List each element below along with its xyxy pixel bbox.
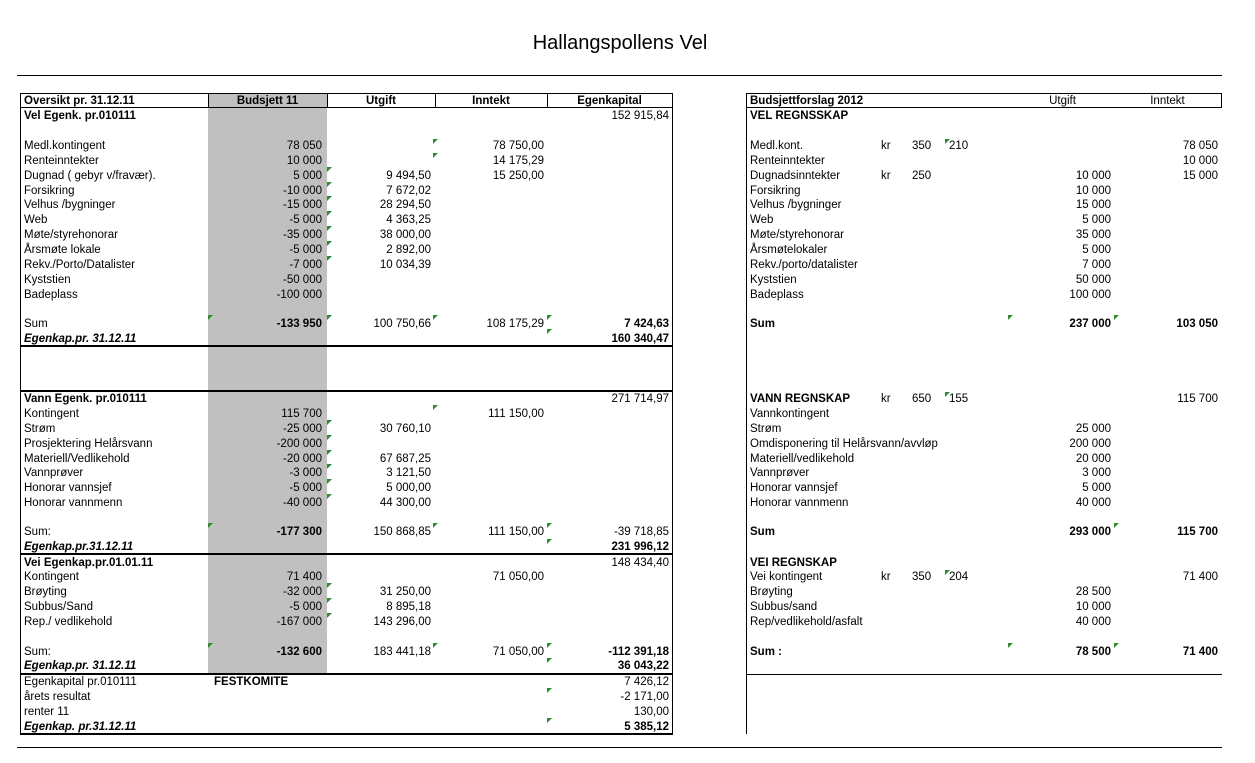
right-header-right — [1221, 93, 1222, 108]
comment-marker — [433, 523, 438, 528]
comment-marker — [433, 405, 438, 410]
fest-egenkap-eq: 5 385,12 — [624, 721, 669, 733]
vann-regnskap-kr: kr — [881, 393, 891, 405]
vei-row-budget: -32 000 — [282, 585, 322, 598]
vann-row-label: Materiell/Vedlikehold — [24, 452, 130, 465]
left-frame-lower — [20, 392, 21, 734]
vel-row-label: Møte/styrehonorar — [24, 229, 118, 242]
vei-egenkap-label: Egenkap.pr. 31.12.11 — [24, 660, 137, 672]
vann-egenkap-rule — [20, 553, 673, 555]
vann-row-inntekt: 111 150,00 — [488, 408, 544, 420]
vel-row-label: Dugnad ( gebyr v/fravær). — [24, 169, 156, 182]
vei-budget-sum-utgift: 78 500 — [1075, 646, 1111, 658]
comment-marker — [327, 420, 332, 425]
vel-budget-n2: 210 — [949, 140, 969, 152]
vann-row-budget: -20 000 — [282, 452, 322, 465]
vann-budget-utgift: 3 000 — [1082, 467, 1111, 480]
vel-row-inntekt: 14 175,29 — [492, 154, 544, 167]
header-utgift: Utgift — [365, 95, 396, 107]
vel-regnskap-heading: VEL REGNSSKAP — [750, 110, 849, 122]
comment-marker — [1114, 315, 1119, 320]
vel-budget-utgift: 35 000 — [1075, 229, 1111, 242]
vann-row-label: Kontingent — [24, 408, 79, 420]
comment-marker — [327, 598, 332, 603]
vann-egenkap-eq: 231 996,12 — [611, 541, 669, 553]
vel-row-budget: -5 000 — [289, 243, 322, 256]
vann-row-budget: -3 000 — [289, 467, 322, 480]
vei-budget-sum-label: Sum : — [750, 646, 782, 658]
vel-budget-utgift: 7 000 — [1082, 258, 1111, 271]
top-rule — [17, 75, 1222, 76]
vel-row-utgift: 4 363,25 — [386, 214, 431, 227]
vei-row-utgift: 31 250,00 — [379, 585, 431, 598]
vann-budget-label: Honorar vannsjef — [750, 482, 838, 495]
comment-marker — [327, 226, 332, 231]
fest-bottom-rule — [20, 733, 673, 735]
fest-heading-eq: 7 426,12 — [624, 676, 669, 688]
vann-budget-label: Materiell/vedlikehold — [750, 452, 855, 465]
vel-budget-sum-inntekt: 103 050 — [1176, 318, 1218, 330]
vel-budget-utgift: 10 000 — [1075, 184, 1111, 197]
vel-budget-label: Kyststien — [750, 273, 797, 286]
vei-budget-utgift: 28 500 — [1075, 585, 1111, 598]
vel-row-label: Rekv./Porto/Datalister — [24, 258, 135, 271]
comment-marker — [208, 643, 213, 648]
vei-budget-sum-inntekt: 71 400 — [1182, 646, 1218, 658]
vei-row-budget: 71 400 — [286, 571, 322, 583]
vann-row-utgift: 3 121,50 — [386, 467, 431, 480]
vel-row-budget: -7 000 — [289, 258, 322, 271]
vel-row-budget: -100 000 — [276, 288, 322, 301]
comment-marker — [1008, 643, 1013, 648]
vann-budget-label: Vannkontingent — [750, 408, 830, 420]
vann-regnskap-n1: 650 — [912, 393, 932, 405]
comment-marker — [327, 211, 332, 216]
fest-heading: Egenkapital pr.010111 — [24, 676, 137, 688]
comment-marker — [327, 435, 332, 440]
vei-sum-budget: -132 600 — [276, 646, 322, 658]
comment-marker — [433, 153, 438, 158]
comment-marker — [327, 583, 332, 588]
vel-budget-kr: kr — [881, 140, 891, 152]
vann-heading-eq: 271 714,97 — [611, 393, 669, 405]
vei-sum-inntekt: 71 050,00 — [492, 646, 544, 658]
vei-egenkap-eq: 36 043,22 — [617, 660, 669, 672]
comment-marker — [433, 139, 438, 144]
vei-row-budget: -167 000 — [276, 615, 322, 628]
vann-row-budget: -40 000 — [282, 497, 322, 510]
vann-sum-inntekt: 111 150,00 — [488, 526, 544, 538]
header-right-inntekt: Inntekt — [1150, 95, 1185, 107]
comment-marker — [433, 315, 438, 320]
vel-egenkap-rule — [20, 345, 673, 347]
page-title: Hallangspollens Vel — [532, 32, 708, 54]
comment-marker — [327, 196, 332, 201]
vel-row-label: Velhus /bygninger — [24, 199, 116, 212]
vel-row-budget: 10 000 — [286, 154, 322, 167]
vann-budget-label: Vannprøver — [750, 467, 810, 480]
eq-frame — [672, 107, 673, 734]
vann-sum-utgift: 150 868,85 — [373, 526, 431, 538]
vel-budget-label: Medl.kont. — [750, 140, 804, 152]
vei-sum-eq: -112 391,18 — [608, 646, 669, 658]
header-inntekt: Inntekt — [472, 95, 510, 107]
vel-budget-inntekt: 15 000 — [1182, 169, 1218, 182]
comment-marker — [327, 241, 332, 246]
vei-budget-label: Rep/vedlikehold/asfalt — [750, 615, 863, 628]
header-oversikt: Oversikt pr. 31.12.11 — [24, 95, 135, 107]
vei-budget-utgift: 40 000 — [1075, 615, 1111, 628]
right-frame — [746, 107, 747, 734]
vann-regnskap-inntekt: 115 700 — [1177, 393, 1218, 405]
vel-heading: Vel Egenk. pr.010111 — [24, 110, 136, 122]
fest-row-label: årets resultat — [24, 691, 91, 703]
vann-budget-utgift: 25 000 — [1075, 422, 1111, 435]
vel-budget-label: Renteinntekter — [750, 154, 825, 167]
vann-budget-utgift: 40 000 — [1075, 497, 1111, 510]
fest-egenkap-label: Egenkap. pr.31.12.11 — [24, 721, 137, 733]
vann-row-budget: 115 700 — [281, 408, 322, 420]
vei-row-label: Rep./ vedlikehold — [24, 615, 113, 628]
comment-marker — [208, 523, 213, 528]
vel-budget-label: Møte/styrehonorar — [750, 229, 844, 242]
vei-budget-kr: kr — [881, 571, 891, 583]
vel-sum-inntekt: 108 175,29 — [486, 318, 544, 330]
vel-row-utgift: 38 000,00 — [379, 229, 431, 242]
vel-row-utgift: 28 294,50 — [379, 199, 431, 212]
vel-budget-label: Web — [750, 214, 774, 227]
vann-regnskap-n2: 155 — [949, 393, 969, 405]
vann-budget-utgift: 5 000 — [1082, 482, 1111, 495]
vei-row-label: Subbus/Sand — [24, 600, 94, 613]
vann-row-utgift: 5 000,00 — [386, 482, 431, 495]
vel-row-utgift: 7 672,02 — [386, 184, 431, 197]
vel-egenkap-label: Egenkap.pr. 31.12.11 — [24, 333, 137, 345]
vel-row-label: Forsikring — [24, 184, 75, 197]
vann-row-budget: -5 000 — [289, 482, 322, 495]
vann-row-utgift: 44 300,00 — [379, 497, 431, 510]
vel-budget-kr: kr — [881, 169, 891, 182]
vel-budget-utgift: 15 000 — [1075, 199, 1111, 212]
vann-row-label: Prosjektering Helårsvann — [24, 437, 153, 450]
vei-row-inntekt: 71 050,00 — [492, 571, 544, 583]
vann-row-label: Honorar vannsjef — [24, 482, 112, 495]
vann-budget-label: Honorar vannmenn — [750, 497, 849, 510]
vann-budget-label: Strøm — [750, 422, 782, 435]
right-vei-rule — [746, 674, 1222, 675]
fest-row-eq: 130,00 — [633, 705, 669, 718]
vann-row-label: Vannprøver — [24, 467, 84, 480]
header-right-utgift: Utgift — [1049, 95, 1076, 107]
vann-row-utgift: 67 687,25 — [379, 452, 431, 465]
vel-row-label: Medl.kontingent — [24, 140, 106, 152]
comment-marker — [327, 450, 332, 455]
vann-row-label: Honorar vannmenn — [24, 497, 123, 510]
comment-marker — [945, 139, 950, 144]
comment-marker — [1008, 315, 1013, 320]
vel-row-budget: -5 000 — [289, 214, 322, 227]
vel-budget-label: Dugnadsinntekter — [750, 169, 841, 182]
vel-row-budget: 5 000 — [293, 169, 322, 182]
vel-row-budget: -15 000 — [282, 199, 322, 212]
vei-budget-n2: 204 — [949, 571, 969, 583]
vel-budget-n1: 350 — [912, 140, 932, 152]
comment-marker — [945, 392, 950, 397]
vel-row-label: Kyststien — [24, 273, 71, 286]
header-budsjettforslag: Budsjettforslag 2012 — [750, 95, 864, 107]
right-header-left — [746, 93, 747, 108]
comment-marker — [327, 494, 332, 499]
vel-row-label: Badeplass — [24, 288, 78, 301]
vel-budget-utgift: 5 000 — [1082, 214, 1111, 227]
vann-budget-label: Omdisponering til Helårsvann/avvløp — [750, 437, 938, 450]
vei-budget-label: Vei kontingent — [750, 571, 823, 583]
vel-row-budget: -50 000 — [282, 273, 322, 286]
vann-row-label: Strøm — [24, 422, 56, 435]
comment-marker — [1114, 523, 1119, 528]
fest-row-label: renter 11 — [24, 705, 70, 718]
left-frame — [20, 107, 21, 391]
comment-marker — [327, 182, 332, 187]
comment-marker — [547, 315, 552, 320]
vann-budget-utgift: 20 000 — [1075, 452, 1111, 465]
vann-budget-sum-inntekt: 115 700 — [1177, 526, 1218, 538]
vel-sum-label: Sum — [24, 318, 48, 330]
vann-regnskap-heading: VANN REGNSKAP — [750, 393, 851, 405]
vel-budget-utgift: 10 000 — [1075, 169, 1111, 182]
vel-budget-label: Rekv./porto/datalister — [750, 258, 858, 271]
vann-egenkap-label: Egenkap.pr.31.12.11 — [24, 541, 134, 553]
vel-budget-sum-label: Sum — [750, 318, 775, 330]
vel-row-utgift: 10 034,39 — [379, 258, 431, 271]
vei-row-utgift: 8 895,18 — [386, 600, 431, 613]
vel-budget-inntekt: 78 050 — [1182, 140, 1218, 152]
vel-budget-sum-utgift: 237 000 — [1069, 318, 1111, 330]
vann-budget-sum-label: Sum — [750, 526, 775, 538]
comment-marker — [547, 523, 552, 528]
comment-marker — [547, 688, 552, 693]
vel-row-label: Web — [24, 214, 48, 227]
vel-row-label: Renteinntekter — [24, 154, 99, 167]
vel-row-utgift: 2 892,00 — [386, 243, 431, 256]
vei-budget-n1: 350 — [912, 571, 932, 583]
vel-budget-inntekt: 10 000 — [1182, 154, 1218, 167]
vei-row-label: Brøyting — [24, 585, 67, 598]
comment-marker — [327, 315, 332, 320]
vel-row-budget: -35 000 — [282, 229, 322, 242]
vel-row-utgift: 9 494,50 — [386, 169, 431, 182]
comment-marker — [327, 479, 332, 484]
vann-row-budget: -25 000 — [282, 422, 322, 435]
vei-row-utgift: 143 296,00 — [373, 615, 431, 628]
vel-heading-eq: 152 915,84 — [611, 110, 669, 122]
vann-sum-label: Sum: — [24, 526, 51, 538]
comment-marker — [327, 613, 332, 618]
vei-row-label: Kontingent — [24, 571, 79, 583]
vel-row-budget: 78 050 — [286, 140, 322, 152]
vei-regnskap-heading: VEI REGNSKAP — [750, 557, 837, 569]
vel-row-budget: -10 000 — [282, 184, 322, 197]
vei-heading: Vei Egenkap.pr.01.01.11 — [24, 557, 154, 569]
vei-row-budget: -5 000 — [289, 600, 322, 613]
bottom-rule — [17, 747, 1222, 748]
vel-row-inntekt: 78 750,00 — [492, 140, 544, 152]
vann-heading: Vann Egenk. pr.010111 — [24, 393, 147, 405]
vel-egenkap-eq: 160 340,47 — [611, 333, 669, 345]
vel-budget-label: Velhus /bygninger — [750, 199, 842, 212]
vei-sum-label: Sum: — [24, 646, 51, 658]
header-egenkapital: Egenkapital — [577, 95, 642, 107]
vann-budget-utgift: 200 000 — [1069, 437, 1111, 450]
vel-row-inntekt: 15 250,00 — [492, 169, 544, 182]
comment-marker — [327, 464, 332, 469]
vei-budget-label: Brøyting — [750, 585, 793, 598]
comment-marker — [208, 315, 213, 320]
vel-sum-eq: 7 424,63 — [624, 318, 669, 330]
vel-budget-n1: 250 — [912, 169, 932, 182]
vel-budget-utgift: 5 000 — [1082, 243, 1111, 256]
vel-budget-label: Årsmøtelokaler — [750, 243, 828, 256]
vel-budget-utgift: 50 000 — [1075, 273, 1111, 286]
vann-budget-sum-utgift: 293 000 — [1069, 526, 1111, 538]
vei-budget-inntekt: 71 400 — [1182, 571, 1218, 583]
header-budsjett: Budsjett 11 — [236, 95, 299, 107]
vann-row-utgift: 30 760,10 — [379, 422, 431, 435]
vel-budget-utgift: 100 000 — [1069, 288, 1111, 301]
header-divider-0 — [20, 93, 21, 108]
comment-marker — [1114, 643, 1119, 648]
vann-sum-budget: -177 300 — [276, 526, 322, 538]
vel-budget-label: Badeplass — [750, 288, 804, 301]
vei-budget-utgift: 10 000 — [1075, 600, 1111, 613]
header-divider-5 — [672, 93, 673, 108]
vei-budget-label: Subbus/sand — [750, 600, 818, 613]
fest-row-eq: -2 171,00 — [620, 691, 669, 703]
vann-row-budget: -200 000 — [276, 437, 322, 450]
comment-marker — [327, 167, 332, 172]
vann-sum-eq: -39 718,85 — [614, 526, 669, 538]
vel-budget-label: Forsikring — [750, 184, 801, 197]
comment-marker — [327, 256, 332, 261]
vel-sum-utgift: 100 750,66 — [373, 318, 431, 330]
vel-row-label: Årsmøte lokale — [24, 243, 101, 256]
comment-marker — [433, 643, 438, 648]
fest-title: FESTKOMITE — [214, 676, 289, 688]
vei-sum-utgift: 183 441,18 — [373, 646, 431, 658]
vel-sum-budget: -133 950 — [276, 318, 322, 330]
comment-marker — [945, 570, 950, 575]
comment-marker — [547, 643, 552, 648]
vei-heading-eq: 148 434,40 — [611, 557, 669, 569]
